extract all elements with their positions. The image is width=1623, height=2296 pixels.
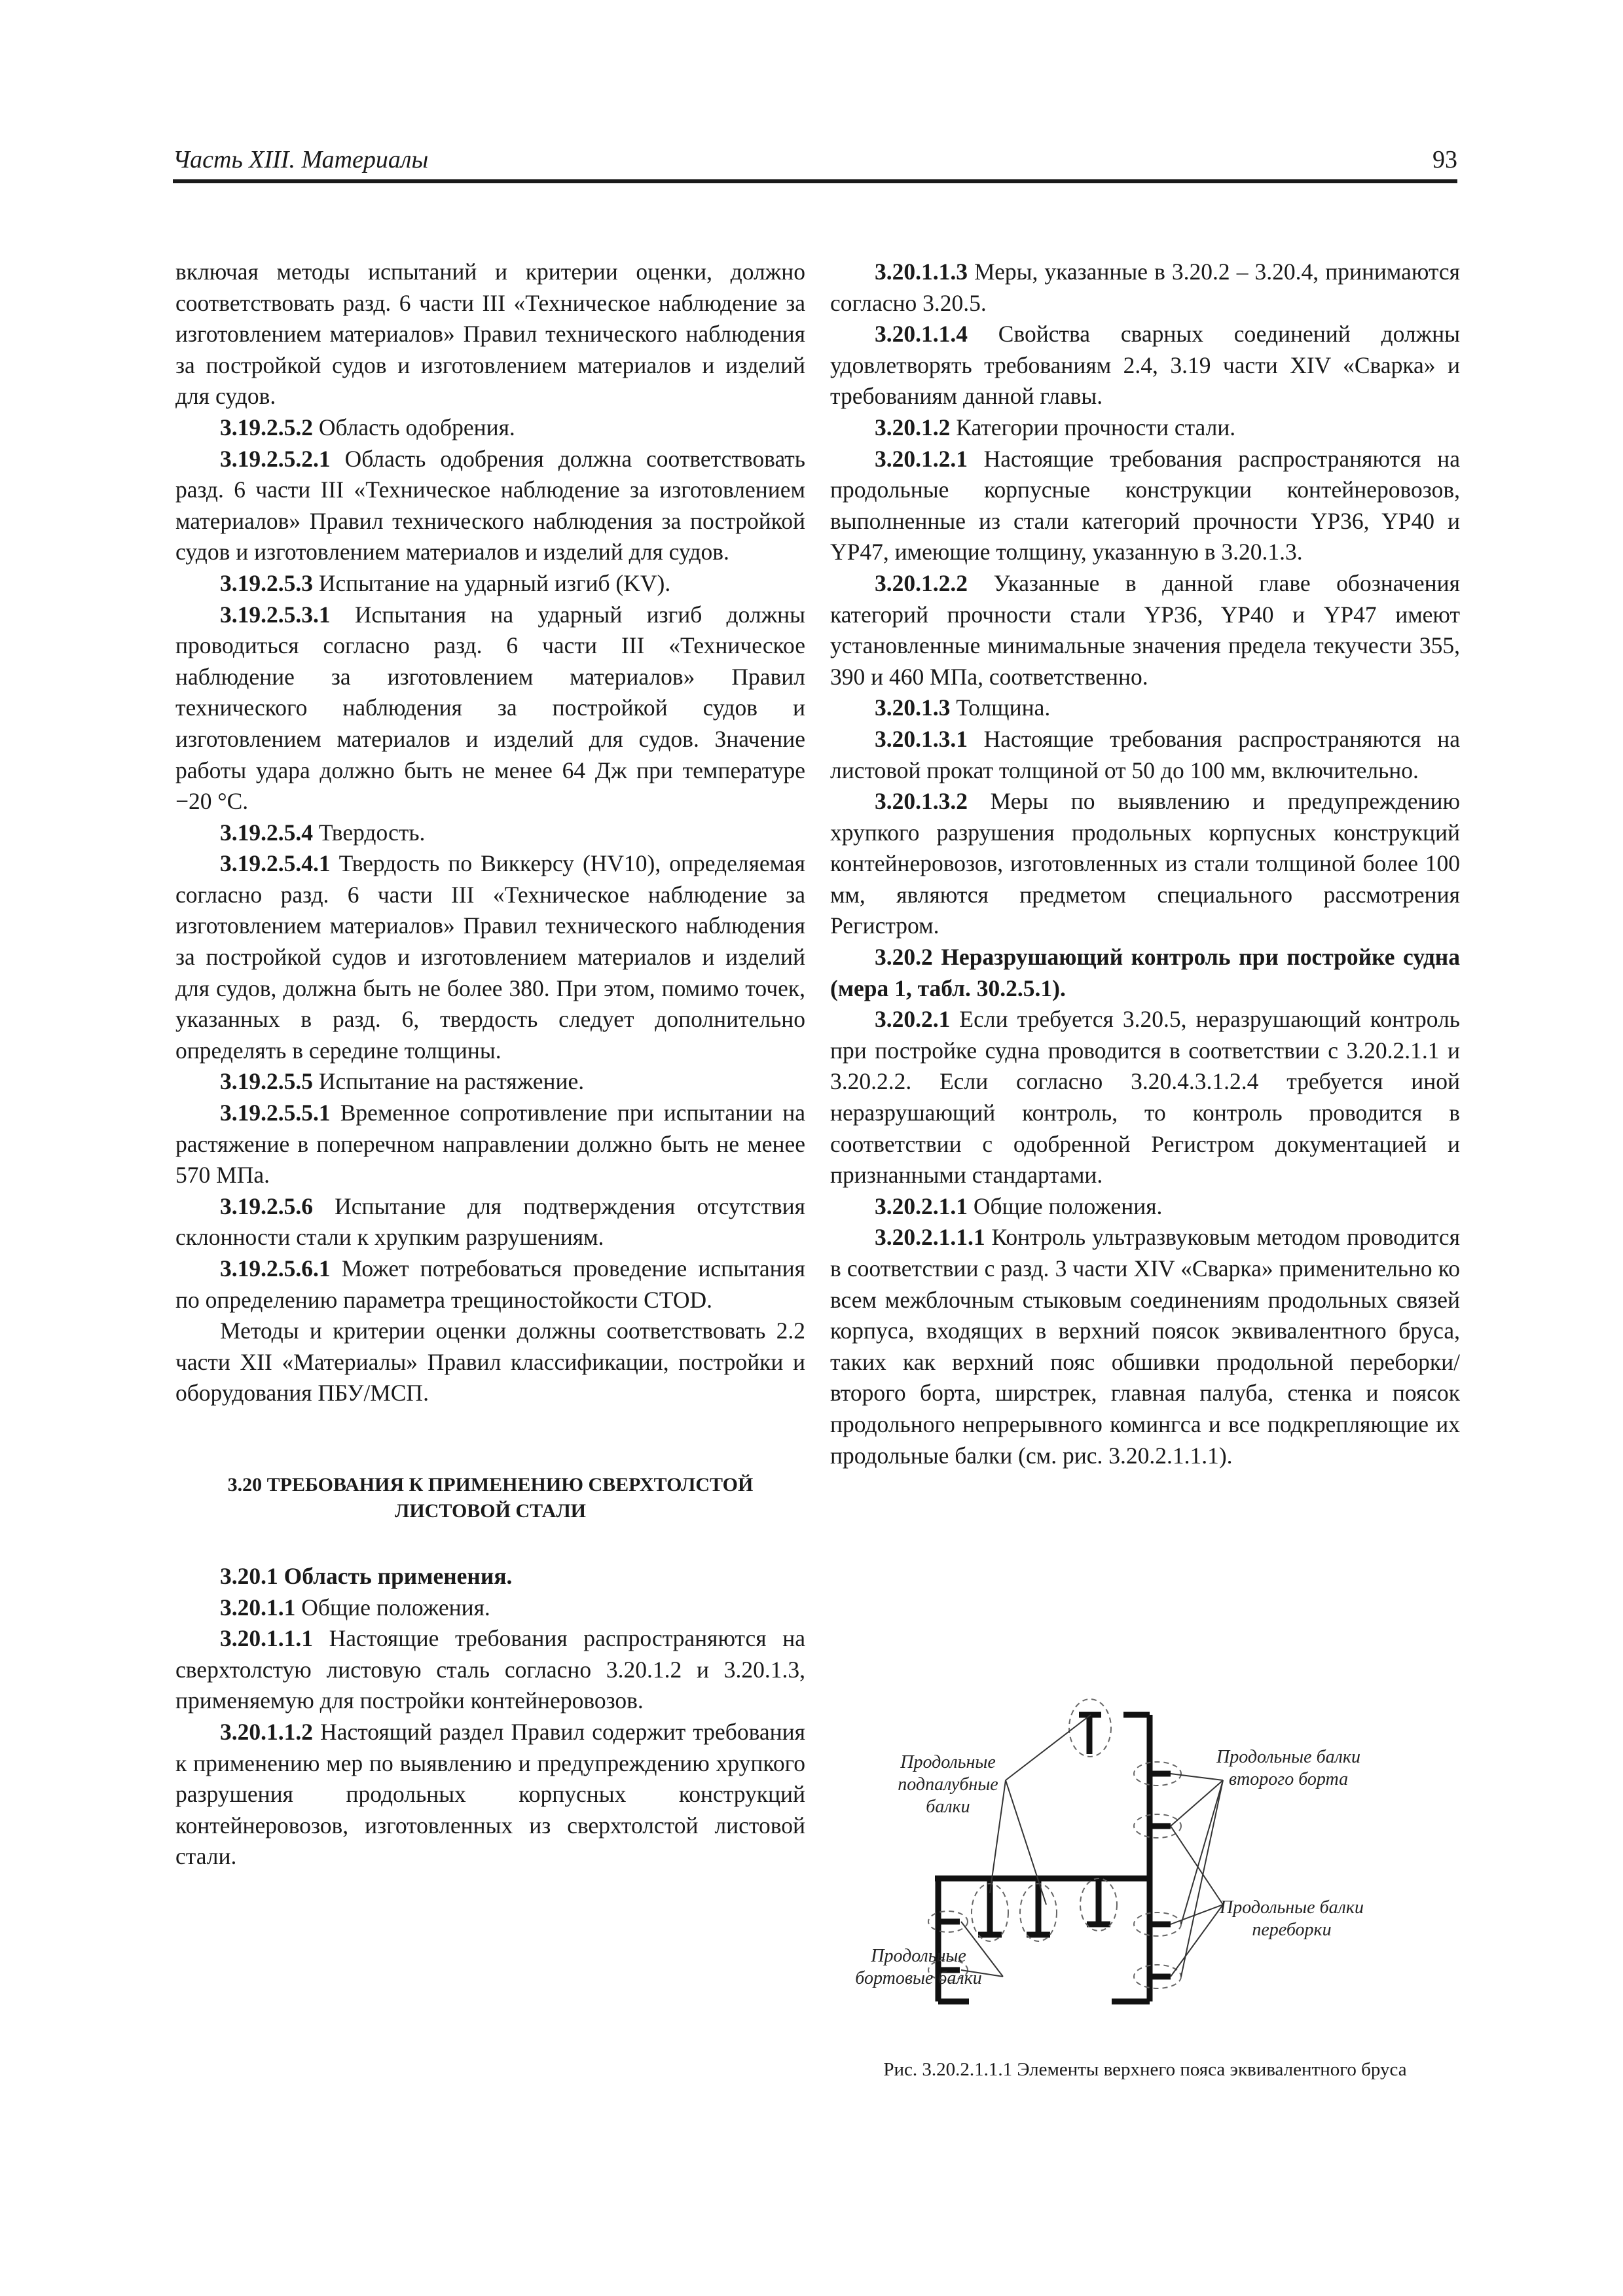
paragraph <box>830 257 1460 319</box>
clause-text: Настоящий раздел Правил содержит требования к применению мер по выявлению и предупреждению хрупкого разрушения продольных корпусных конструкций контейнеровозов, изготовленных из сверхтолстой листовой стали. <box>175 1718 805 1870</box>
clause-text: Испытание на ударный изгиб (KV). <box>313 569 671 596</box>
clause-number: 3.20.2.1.1 <box>875 1193 968 1219</box>
clause-number: 3.20.1.3.2 <box>875 788 968 815</box>
paragraph <box>830 692 1460 724</box>
clause-text: Методы и критерии оценки должны соответствовать 2.2 части XII «Материалы» Правил классификации, постройки и оборудования ПБУ/МСП. <box>175 1318 805 1407</box>
paragraph <box>830 1191 1460 1223</box>
label-deck-beams: Продольные подпалубные балки <box>898 1752 998 1817</box>
paragraph <box>175 1717 805 1873</box>
paragraph <box>175 1623 805 1717</box>
clause-number: 3.19.2.5.4.1 <box>220 850 331 877</box>
clause-text: Твердость по Виккерсу (HV10), определяемая согласно разд. 6 части III «Техническое наблюдение за изготовлением материалов» Правил технического наблюдения за постройкой судов и изготовлением материалов и изделий для судов, должна быть не более 380. При этом, помимо точек, указанных в разд. 6, твердость следует дополнительно определять в середине толщины. <box>175 850 805 1064</box>
label-second-side-beams: Продольные балки второго борта <box>1216 1747 1360 1789</box>
clause-text: Область одобрения. <box>313 414 515 440</box>
paragraph <box>175 817 805 849</box>
clause-text: Свойства сварных соединений должны удовлетворять требованиям 2.4, 3.19 части XIV «Сварка» и требованиям данной главы. <box>830 321 1460 410</box>
clause-text: Испытания на ударный изгиб должны проводиться согласно разд. 6 части III «Техническое наблюдение за изготовлением материалов» Правил технического наблюдения за постройкой судов и изготовлением материалов и изделий для судов. Значение работы удара должно быть не менее 64 Дж при температуре −20 °С. <box>175 601 805 815</box>
right-column <box>830 257 1460 1471</box>
clause-number: 3.20.1.2.1 <box>875 445 968 472</box>
clause-number: 3.19.2.5.2 <box>220 414 313 440</box>
clause-text: Толщина. <box>950 694 1051 721</box>
clause-number: 3.20.2.1 <box>875 1006 951 1033</box>
clause-text: Если требуется 3.20.5, неразрушающий контроль при постройке судна проводится в соответствии с 3.20.2.1.1 и 3.20.2.2. Если согласно 3.20.4.3.1.2.4 требуется иной неразрушающий контроль, то контроль проводится в соответствии с одобренной Регистром документацией и признанными стандартами. <box>830 1006 1460 1189</box>
right-paragraphs <box>830 257 1460 1471</box>
paragraph <box>175 1561 805 1592</box>
left-paragraphs-2 <box>175 1561 805 1873</box>
running-title: Часть XIII. Материалы <box>173 146 429 173</box>
clause-text: Указанные в данной главе обозначения категорий прочности стали YP36, YP40 и YP47 имеют установленные минимальные значения предела текучести 355, 390 и 460 МПа, соответственно. <box>830 569 1460 690</box>
clause-number: 3.20.1.1 <box>220 1594 296 1621</box>
page-number: 93 <box>1432 146 1457 173</box>
paragraph <box>175 1066 805 1098</box>
paragraph <box>175 257 805 412</box>
clause-number: 3.20.1.2.2 <box>875 569 968 596</box>
clause-number: 3.19.2.5.6.1 <box>220 1255 331 1282</box>
clause-text: Испытание для подтверждения отсутствия склонности стали к хрупким разрушениям. <box>175 1193 805 1251</box>
paragraph <box>175 412 805 444</box>
label-bulkhead-beams: Продольные балки переборки <box>1220 1897 1364 1940</box>
paragraph <box>830 568 1460 692</box>
clause-text: Меры по выявлению и предупреждению хрупкого разрушения продольных корпусных конструкций контейнеровозов, изготовленных из стали толщиной более 100 мм, являются предметом специального рассмотрения Регистром. <box>830 788 1460 939</box>
clause-number: 3.19.2.5.2.1 <box>220 445 331 472</box>
clause-number: 3.20.1.1.2 <box>220 1718 313 1745</box>
clause-number: 3.20.1.3.1 <box>875 725 968 752</box>
clause-text: Общие положения. <box>968 1193 1163 1219</box>
clause-text: Область одобрения должна соответствовать разд. 6 части III «Техническое наблюдение за изготовлением материалов» Правил технического наблюдения за постройкой судов и изготовлением материалов и изделий для судов. <box>175 445 805 565</box>
paragraph <box>175 1316 805 1409</box>
clause-number: 3.19.2.5.3 <box>220 569 313 596</box>
clause-text: Настоящие требования распространяются на листовой прокат толщиной от 50 до 100 мм, включительно. <box>830 725 1460 783</box>
label-side-beams: Продольные бортовые балки <box>855 1946 982 1988</box>
clause-text: Настоящие требования распространяются на продольные корпусные конструкции контейнеровозов, выполненные из стали категорий прочности YP36, YP40 и YP47, имеющие толщину, указанную в 3.20.1.3. <box>830 445 1460 565</box>
clause-text: Твердость. <box>313 819 426 846</box>
clause-number: 3.19.2.5.6 <box>220 1193 313 1219</box>
clause-text: Неразрушающий контроль при постройке судна (мера 1, табл. 30.2.5.1). <box>830 944 1460 1001</box>
clause-number: 3.19.2.5.3.1 <box>220 601 331 628</box>
paragraph <box>830 1004 1460 1191</box>
paragraph <box>175 1098 805 1191</box>
clause-text: Категории прочности стали. <box>950 414 1236 440</box>
clause-text: Меры, указанные в 3.20.2 – 3.20.4, принимаются согласно 3.20.5. <box>830 259 1460 316</box>
paragraph <box>175 444 805 568</box>
section-title: 3.20 ТРЕБОВАНИЯ К ПРИМЕНЕНИЮ СВЕРХТОЛСТОЙ ЛИСТОВОЙ СТАЛИ <box>227 1473 754 1522</box>
figure-caption: Рис. 3.20.2.1.1.1 Элементы верхнего пояса эквивалентного бруса <box>883 2059 1407 2080</box>
clause-text: Область применения. <box>278 1562 513 1589</box>
paragraph <box>175 568 805 600</box>
paragraph <box>175 1191 805 1253</box>
paragraph <box>830 319 1460 412</box>
paragraph <box>830 942 1460 1004</box>
page-header <box>173 145 1457 183</box>
clause-text: Временное сопротивление при испытании на растяжение в поперечном направлении должно быть не менее 570 МПа. <box>175 1100 805 1189</box>
clause-number: 3.20.2 <box>875 944 933 971</box>
clause-number: 3.19.2.5.4 <box>220 819 313 846</box>
clause-number: 3.19.2.5.5 <box>220 1068 313 1095</box>
clause-number: 3.20.1.1.4 <box>875 321 968 348</box>
left-paragraphs <box>175 257 805 1409</box>
paragraph <box>830 412 1460 444</box>
clause-number: 3.20.1.3 <box>875 694 951 721</box>
paragraph <box>175 1253 805 1316</box>
paragraph <box>175 1592 805 1624</box>
clause-text: Настоящие требования распространяются на сверхтолстую листовую сталь согласно 3.20.1.2 и 3.20.1.3, применяемую для постройки контейнеровозов. <box>175 1625 805 1714</box>
paragraph <box>175 600 805 817</box>
clause-text: Общие положения. <box>295 1594 490 1621</box>
clause-number: 3.20.2.1.1.1 <box>875 1224 985 1251</box>
clause-number: 3.19.2.5.5.1 <box>220 1100 331 1126</box>
paragraph <box>175 848 805 1066</box>
left-column <box>175 257 805 1873</box>
paragraph <box>830 444 1460 568</box>
paragraph <box>830 724 1460 786</box>
clause-number: 3.20.1 <box>220 1562 278 1589</box>
clause-number: 3.20.1.1.3 <box>875 259 968 285</box>
clause-number: 3.20.1.2 <box>875 414 951 440</box>
paragraph <box>830 1222 1460 1471</box>
clause-text: Контроль ультразвуковым методом проводится в соответствии с разд. 3 части XIV «Сварка» применительно ко всем межблочным стыковым соединениям продольных связей корпуса, входящих в верхний поясок эквивалентного бруса, таких как верхний пояс обшивки продольной переборки/второго борта, ширстрек, главная палуба, стенка и поясок продольного непрерывного комингса и все подкрепляющие их продольные балки (см. рис. 3.20.2.1.1.1). <box>830 1224 1460 1469</box>
clause-number: 3.20.1.1.1 <box>220 1625 313 1652</box>
structure-figure <box>830 1689 1460 2042</box>
paragraph <box>830 786 1460 942</box>
clause-text: Испытание на растяжение. <box>313 1068 585 1095</box>
clause-text: включая методы испытаний и критерии оценки, должно соответствовать разд. 6 части III «Техническое наблюдение за изготовлением материалов» Правил технического наблюдения за постройкой судов и изготовлением материалов и изделий для судов. <box>175 259 805 410</box>
clause-text: Может потребоваться проведение испытания по определению параметра трещиностойкости CTOD. <box>175 1255 805 1313</box>
